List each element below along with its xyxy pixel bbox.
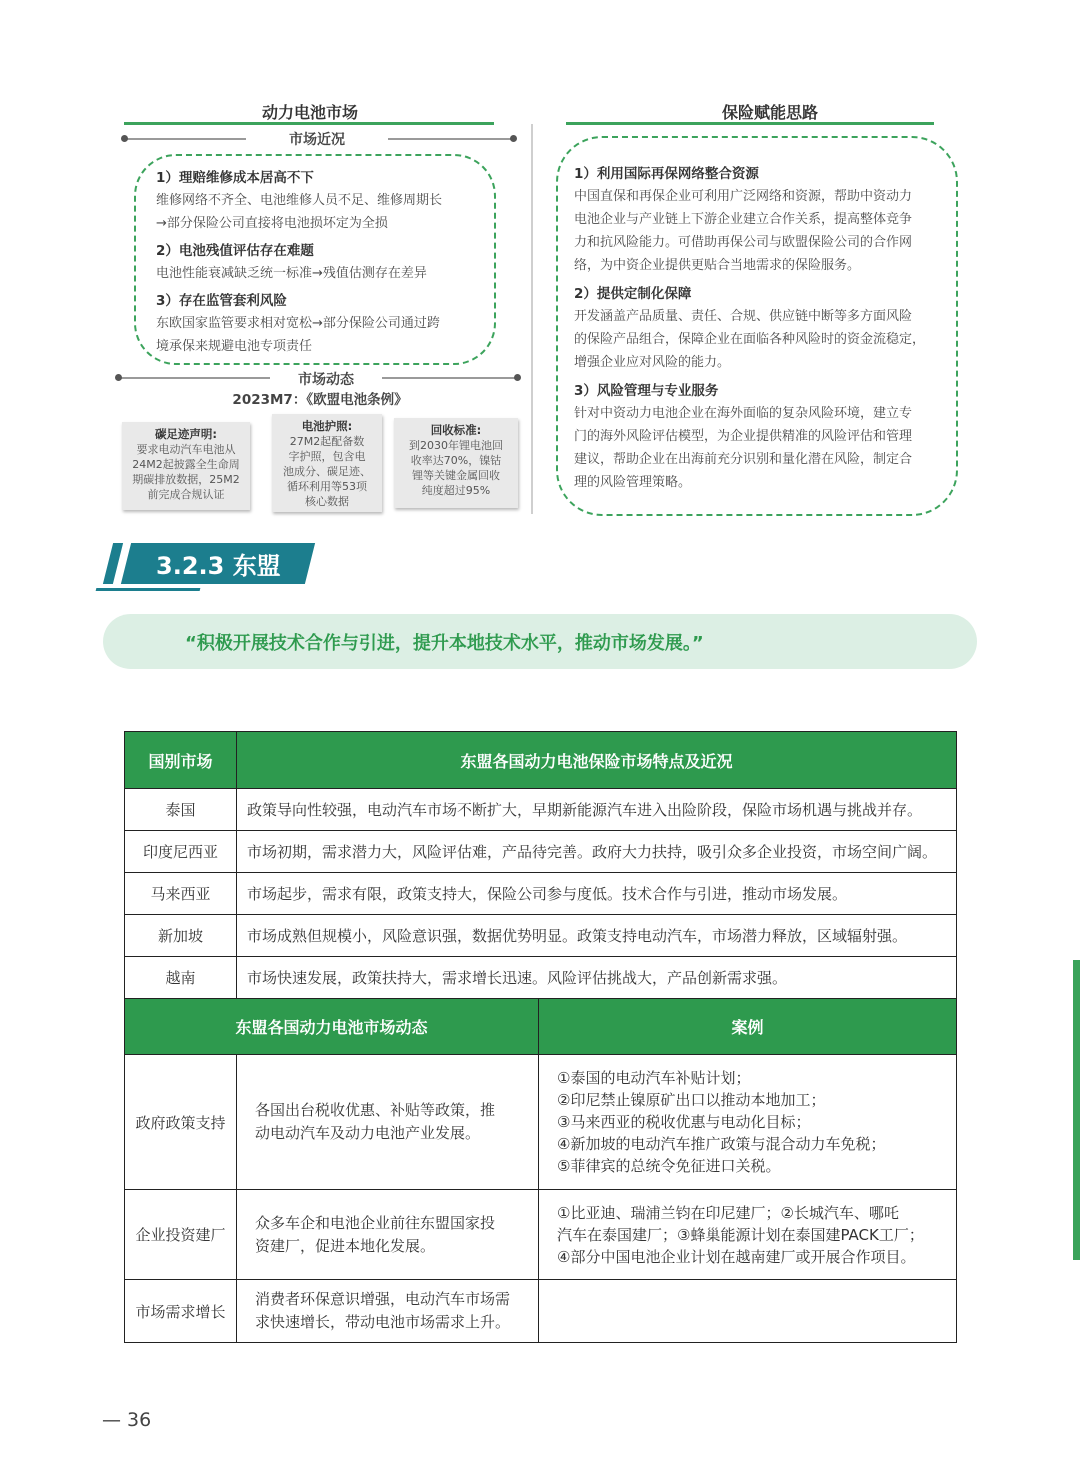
strategy-item-line: 力和抗风险能力。可借助再保公司与欧盟保险公司的合作网	[574, 235, 913, 250]
section-underline	[96, 588, 201, 591]
left-panel-title: 动力电池市场	[261, 103, 358, 122]
card-line: 池成分、碳足迹、	[283, 465, 371, 478]
dynamics-text-cell	[237, 1190, 539, 1280]
overview-item-head: 3）存在监管套利风险	[156, 293, 287, 309]
dynamics-text-line: 各国出台税收优惠、补贴等政策，推	[255, 1101, 496, 1119]
dynamics-title: 市场动态	[270, 369, 382, 389]
dynamics-label-cell: 企业投资建厂	[125, 1190, 237, 1280]
strategy-item-head: 3）风险管理与专业服务	[574, 383, 719, 399]
case-line: ①比亚迪、瑞浦兰钧在印尼建厂；②长城汽车、哪吒	[557, 1203, 899, 1222]
dynamics-label-cell: 政府政策支持	[125, 1055, 237, 1190]
country-cell: 新加坡	[125, 915, 237, 957]
quote-text: “积极开展技术合作与引进，提升本地技术水平，推动市场发展。”	[185, 632, 704, 654]
strategy-item-head: 2）提供定制化保障	[574, 286, 692, 302]
card-line: 24M2起披露全生命周	[132, 458, 240, 471]
table-row	[125, 1280, 957, 1343]
case-line: ④部分中国电池企业计划在越南建厂或开展合作项目。	[557, 1247, 916, 1266]
card-line: 纯度超过95%	[421, 484, 491, 497]
insurance-strategy-box	[556, 136, 958, 516]
card-line: 前完成合规认证	[147, 488, 225, 501]
section-heading-text: 3.2.3 东盟	[156, 552, 281, 580]
dynamics-text-line: 求快速增长，带动电池市场需求上升。	[255, 1313, 511, 1331]
card-line: 核心数据	[305, 495, 349, 508]
strategy-item-head: 1）利用国际再保网络整合资源	[574, 166, 759, 182]
case-line: ①泰国的电动汽车补贴计划；	[557, 1069, 751, 1087]
strategy-item-line: 增强企业应对风险的能力。	[574, 355, 731, 370]
cases-cell	[539, 1055, 957, 1190]
overview-item-line: →部分保险公司直接将电池损坏定为全损	[156, 216, 388, 231]
description-cell: 市场初期，需求潜力大，风险评估难，产品待完善。政府大力扶持，吸引众多企业投资，市场空间广阔。	[237, 831, 957, 873]
right-title-rule	[566, 122, 934, 125]
country-cell: 泰国	[125, 789, 237, 831]
strategy-item-line: 建议，帮助企业在出海前充分识别和量化潜在风险，制定合	[574, 452, 913, 467]
card-line: 锂等关键金属回收	[412, 469, 500, 482]
table-row	[125, 1055, 957, 1190]
overview-item-line: 维修网络不齐全、电池维修人员不足、维修周期长	[156, 193, 443, 208]
battery-passport-card	[272, 414, 382, 512]
strategy-item-line: 的保险产品组合，保障企业在面临各种风险时的资金流稳定，	[574, 332, 926, 347]
header-dynamics: 东盟各国动力电池市场动态	[125, 999, 539, 1055]
country-cell: 越南	[125, 957, 237, 999]
card-line: 27M2起配备数	[289, 435, 365, 448]
description-cell: 政策导向性较强，电动汽车市场不断扩大，早期新能源汽车进入出险阶段，保险市场机遇与挑战并存。	[237, 789, 957, 831]
dynamics-text-line: 动电动汽车及动力电池产业发展。	[255, 1124, 481, 1142]
case-line: ④新加坡的电动汽车推广政策与混合动力车免税；	[557, 1135, 886, 1153]
table-row	[125, 873, 957, 915]
section-stripe	[103, 543, 123, 584]
table-row	[125, 789, 957, 831]
dynamics-label-cell: 市场需求增长	[125, 1280, 237, 1343]
table-row	[125, 831, 957, 873]
dynamics-text-cell	[237, 1055, 539, 1190]
table-row	[125, 1190, 957, 1280]
card-line: 要求电动汽车电池从	[136, 443, 236, 456]
left-title-rule	[124, 122, 494, 125]
table-row	[125, 957, 957, 999]
cases-cell	[539, 1280, 957, 1343]
dynamics-text-line: 资建厂，促进本地化发展。	[255, 1236, 436, 1255]
overview-item-line: 电池性能衰减缺乏统一标准→残值估测存在差异	[156, 266, 427, 281]
case-line: ②印尼禁止镍原矿出口以推动本地加工；	[557, 1091, 826, 1109]
strategy-item-line: 电池企业与产业链上下游企业建立合作关系，提高整体竞争	[574, 212, 913, 227]
card-line: 到2030年锂电池回	[409, 439, 503, 452]
strategy-item-line: 针对中资动力电池企业在海外面临的复杂风险环境，建立专	[574, 406, 913, 421]
card-head: 电池护照:	[301, 419, 353, 433]
description-cell: 市场起步，需求有限，政策支持大，保险公司参与度低。技术合作与引进，推动市场发展。	[237, 873, 957, 915]
asean-table	[124, 731, 957, 1343]
header-country: 国别市场	[125, 732, 237, 789]
description-cell: 市场快速发展，政策扶持大，需求增长迅速。风险评估挑战大，产品创新需求强。	[237, 957, 957, 999]
edge-decoration	[1073, 960, 1080, 1260]
case-line: 汽车在泰国建厂；③蜂巢能源计划在泰国建PACK工厂；	[557, 1225, 924, 1244]
strategy-item-line: 络，为中资企业提供更贴合当地需求的保险服务。	[574, 258, 861, 273]
page-number: — 36	[102, 1409, 152, 1431]
overview-item-line: 境承保来规避电池专项责任	[156, 339, 313, 354]
dynamics-text-cell	[237, 1280, 539, 1343]
card-line: 循环利用等53项	[287, 480, 367, 493]
panel-divider	[531, 124, 533, 514]
card-line: 收率达70%，镍钴	[410, 454, 502, 467]
overview-item-head: 2）电池残值评估存在难题	[156, 243, 314, 259]
strategy-item-line: 开发涵盖产品质量、责任、合规、供应链中断等多方面风险	[574, 309, 913, 324]
overview-item-line: 东欧国家监管要求相对宽松→部分保险公司通过跨	[156, 316, 440, 331]
dynamics-text-line: 众多车企和电池企业前往东盟国家投	[255, 1213, 496, 1232]
strategy-item-line: 门的海外风险评估模型，为企业提供精准的风险评估和管理	[574, 429, 913, 444]
card-line: 期碳排放数据，25M2	[132, 473, 240, 486]
strategy-item-line: 理的风险管理策略。	[574, 475, 692, 490]
case-line: ③马来西亚的税收优惠与电动化目标；	[557, 1113, 811, 1131]
dynamics-text-line: 消费者环保意识增强，电动汽车市场需	[255, 1290, 511, 1308]
header-characteristics: 东盟各国动力电池保险市场特点及近况	[237, 732, 957, 789]
dynamics-subtitle: 2023M7：《欧盟电池条例》	[232, 392, 408, 408]
strategy-item-line: 中国直保和再保企业可利用广泛网络和资源，帮助中资动力	[574, 189, 913, 204]
market-overview-box	[134, 154, 496, 365]
quote-bar	[103, 614, 977, 669]
card-head: 碳足迹声明:	[154, 427, 218, 441]
overview-title: 市场近况	[246, 129, 388, 149]
country-cell: 印度尼西亚	[125, 831, 237, 873]
cases-cell	[539, 1190, 957, 1280]
case-line: ⑤菲律宾的总统令免征进口关税。	[557, 1157, 781, 1175]
card-head: 回收标准:	[430, 423, 482, 437]
carbon-footprint-card	[122, 422, 250, 510]
header-cases: 案例	[539, 999, 957, 1055]
overview-item-head: 1）理赔维修成本居高不下	[156, 170, 314, 186]
description-cell: 市场成熟但规模小，风险意识强，数据优势明显。政策支持电动汽车，市场潜力释放，区域辐射强。	[237, 915, 957, 957]
table-row	[125, 915, 957, 957]
recycling-standard-card	[394, 418, 518, 508]
right-panel-title: 保险赋能思路	[721, 103, 818, 122]
card-line: 字护照，包含电	[288, 450, 366, 463]
country-cell: 马来西亚	[125, 873, 237, 915]
section-heading	[121, 543, 315, 584]
